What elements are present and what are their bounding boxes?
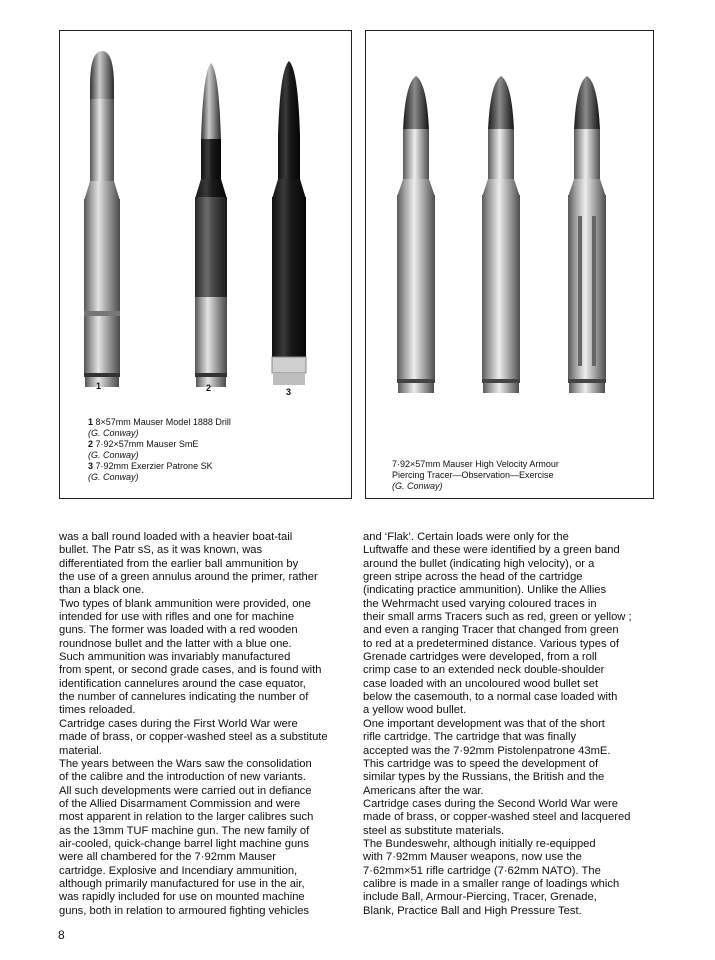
cartridge-right-3	[568, 76, 606, 393]
cartridge-1	[84, 51, 120, 387]
caption-credit-3: (G. Conway)	[88, 472, 139, 482]
page-number: 8	[58, 928, 65, 942]
text-line: material.	[59, 744, 102, 757]
figure-number-2: 2	[206, 383, 212, 393]
cartridges-photo-left	[60, 31, 351, 441]
text-line: was rapidly included for use on mounted machine	[59, 891, 305, 904]
text-line: Blank, Practice Ball and High Pressure Test.	[363, 904, 582, 917]
text-line: made of brass, or copper-washed steel as a substitute	[59, 731, 328, 744]
text-line: of the Allied Disarmament Commission and were	[59, 797, 301, 810]
cartridge-3	[272, 61, 306, 385]
text-line: steel as substitute materials.	[363, 824, 505, 837]
cartridge-right-2	[482, 76, 520, 393]
text-line: identification cannelures around the case equator,	[59, 677, 306, 690]
text-line: a yellow wood bullet.	[363, 704, 467, 717]
caption-credit-1: (G. Conway)	[88, 428, 139, 438]
text-line: times reloaded.	[59, 704, 136, 717]
text-line: the number of cannelures indicating the number of	[59, 691, 309, 704]
text-line: Americans after the war.	[363, 784, 484, 797]
text-line: roundnose bullet and the latter with a blue one.	[59, 637, 292, 650]
text-line: calibre is made in a smaller range of loadings which	[363, 877, 620, 890]
text-line: case loaded with an uncoloured wood bullet set	[363, 677, 599, 690]
text-line: Cartridge cases during the Second World War were	[363, 797, 618, 810]
text-line: with 7·92mm Mauser weapons, now use the	[363, 851, 582, 864]
text-line: Two types of blank ammunition were provided, one	[59, 597, 311, 610]
text-line: This cartridge was to speed the development of	[363, 757, 599, 770]
text-line: green stripe across the head of the cartridge	[363, 571, 583, 584]
caption-item-2: 2 7·92×57mm Mauser SmE	[88, 439, 199, 449]
text-line: as the 13mm TUF machine gun. The new family of	[59, 824, 310, 837]
text-line: and ‘Flak’. Certain loads were only for the	[363, 531, 569, 543]
text-line: crimp case to an extended neck double-shoulder	[363, 664, 605, 677]
text-line: the Wehrmacht used varying coloured traces in	[363, 597, 597, 610]
text-line: The years between the Wars saw the consolidation	[59, 757, 312, 770]
text-line: made of brass, or copper-washed steel and lacquered	[363, 811, 631, 824]
text-line: similar types by the Russians, the British and the	[363, 771, 605, 784]
text-line: below the casemouth, to a normal case loaded with	[363, 691, 618, 704]
text-line: to red at a predetermined distance. Various types of	[363, 637, 620, 650]
figure-left	[59, 30, 352, 499]
text-line: 7·62mm×51 rifle cartridge (7·62mm NATO). The	[363, 864, 601, 877]
body-column-left	[59, 531, 351, 918]
text-line: intended for use with rifles and one for machine	[59, 611, 295, 624]
text-line: air-cooled, quick-change barrel light machine guns	[59, 837, 309, 850]
text-line: around the bullet (indicating high velocity), or a	[363, 557, 595, 570]
body-column-right	[363, 531, 655, 918]
cartridge-2	[195, 63, 227, 387]
text-line: and even a ranging Tracer that changed from green	[363, 624, 619, 637]
text-line: from spent, or second grade cases, and is found with	[59, 664, 322, 677]
text-line: guns, both in relation to armoured fighting vehicles	[59, 904, 310, 917]
text-line: than a black one.	[59, 584, 145, 597]
caption-item-3: 3 7·92mm Exerzier Patrone SK	[88, 461, 213, 471]
figure-right	[365, 30, 654, 499]
text-line: guns. The former was loaded with a red wooden	[59, 624, 298, 637]
text-line: rifle cartridge. The cartridge that was finally	[363, 731, 577, 744]
text-line: their small arms Tracers such as red, green or yellow ;	[363, 611, 632, 624]
text-line: Luftwaffe and these were identified by a green band	[363, 544, 620, 557]
text-line: Cartridge cases during the First World War were	[59, 717, 298, 730]
text-line: bullet. The Patr sS, as it was known, was	[59, 544, 263, 557]
caption-left	[88, 417, 231, 483]
text-line: most apparent in relation to the larger calibres such	[59, 811, 314, 824]
text-line: The Bundeswehr, although initially re-equipped	[363, 837, 596, 850]
text-line: (indicating practice ammunition). Unlike the Allies	[363, 584, 607, 597]
figure-number-3: 3	[286, 387, 292, 397]
text-line: Grenade cartridges were developed, from a roll	[363, 651, 597, 664]
caption-right: 7·92×57mm Mauser High Velocity Armour Piercing Tracer—Observation—Exercise (G. Conway)	[392, 459, 559, 491]
text-line: differentiated from the earlier ball ammunition by	[59, 557, 299, 570]
cartridges-photo-right	[366, 31, 653, 451]
text-line: cartridge. Explosive and Incendiary ammunition,	[59, 864, 298, 877]
figure-number-1: 1	[96, 381, 102, 391]
text-line: were all chambered for the 7·92mm Mauser	[59, 851, 277, 864]
text-line: All such developments were carried out in defiance	[59, 784, 312, 797]
text-line: One important development was that of the short	[363, 717, 605, 730]
caption-item-1: 1 8×57mm Mauser Model 1888 Drill	[88, 417, 231, 427]
caption-right-credit: (G. Conway)	[392, 481, 443, 491]
text-line: include Ball, Armour-Piercing, Tracer, Grenade,	[363, 891, 597, 904]
caption-credit-2: (G. Conway)	[88, 450, 139, 460]
text-line: the use of a green annulus around the primer, rather	[59, 571, 318, 584]
text-line: of the calibre and the introduction of new variants.	[59, 771, 306, 784]
text-line: was a ball round loaded with a heavier boat-tail	[59, 531, 293, 543]
text-line: Such ammunition was invariably manufactured	[59, 651, 291, 664]
text-line: although primarily manufactured for use in the air,	[59, 877, 305, 890]
cartridge-right-1	[397, 76, 435, 393]
text-line: accepted was the 7·92mm Pistolenpatrone 43mE.	[363, 744, 611, 757]
